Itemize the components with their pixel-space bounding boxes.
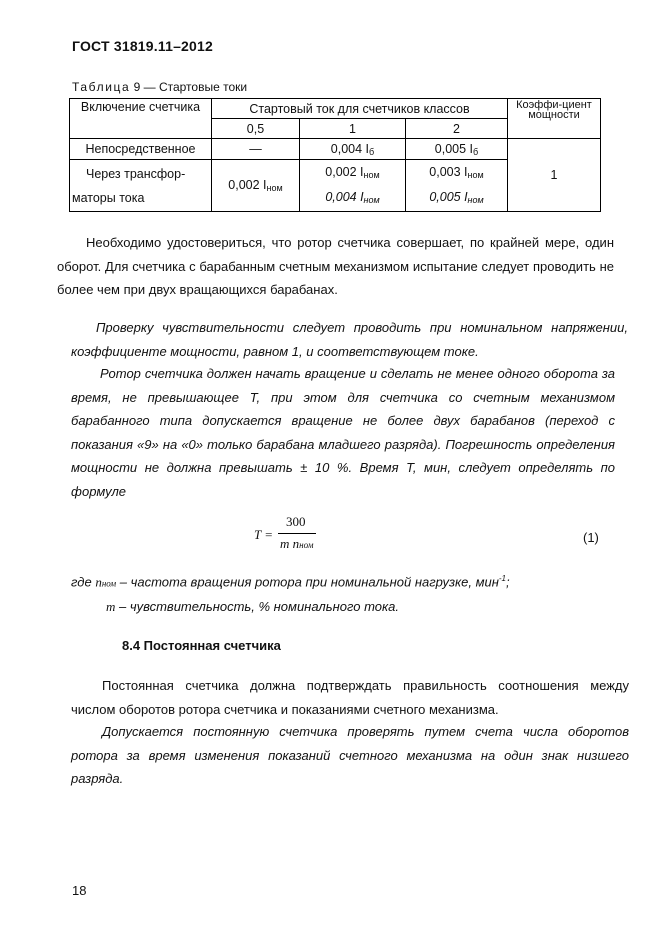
document-header: ГОСТ 31819.11–2012 — [72, 38, 213, 54]
formula-denominator: m nном — [280, 536, 314, 551]
page-number: 18 — [72, 883, 87, 898]
class-header-2: 2 — [406, 119, 508, 139]
paragraph-rotor-revolution: Необходимо удостовериться, что ротор счетчика совершает, по крайней мере, один оборот. Для счетчика с барабанным счетным механизмом испытание следует проводить не более чем при двух вращающихся барабанах. — [57, 235, 614, 297]
formula-time — [254, 514, 344, 554]
header-switch-type: Включение счетчика — [70, 99, 212, 139]
row-direct-label: Непосредственное — [70, 139, 212, 160]
formula-lhs: T = — [254, 527, 274, 542]
class-header-0-5: 0,5 — [212, 119, 300, 139]
power-factor-value: 1 — [508, 139, 601, 212]
paragraph-sensitivity-check: Проверку чувствительности следует проводить при номинальном напряжении, коэффициенте мощности, равном 1, и соответствующем токе. — [71, 320, 628, 359]
class-header-1: 1 — [300, 119, 406, 139]
definition-m: m – чувствительность, % номинального тока. — [106, 599, 399, 614]
table-caption — [72, 80, 247, 94]
row-direct-class-0-5: — — [212, 139, 300, 160]
formula-fraction-bar — [278, 533, 316, 534]
paragraph-constant-check: Допускается постоянную счетчика проверять путем счета числа оборотов ротора за время изменения показаний счетного механизма на один знак низшего разряда. — [71, 724, 629, 786]
row-transformer-class-0-5: 0,002 $I_{ном}$ — [212, 160, 300, 212]
row-transformer-label: Через трансфор- маторы тока — [70, 160, 212, 212]
row-direct-class-2: 0,005 $I_б$ — [406, 139, 508, 160]
formula-numerator: 300 — [286, 514, 306, 529]
table-caption-title: 9 — Стартовые токи — [130, 80, 248, 94]
paragraph-meter-constant: Постоянная счетчика должна подтверждать правильность соотношения между числом оборотов ротора счетчика и показаниями счетного механизма. — [71, 678, 629, 717]
starting-currents-table — [69, 98, 601, 212]
section-title: 8.4 Постоянная счетчика — [122, 638, 281, 653]
header-starting-current: Стартовый ток для счетчиков классов — [212, 99, 508, 119]
row-direct-class-1: 0,004 $I_б$ — [300, 139, 406, 160]
row-transformer-class-2: 0,003 $I_{ном}$ 0,005 $I_{ном}$ — [406, 160, 508, 212]
formula-number: (1) — [583, 530, 599, 545]
paragraph-rotor-rotation: Ротор счетчика должен начать вращение и сделать не менее одного оборота за время, не превышающее Т, при этом для счетчика со счетным механизмом барабанного типа допускается вращение не более двух барабанов (переход с показания «9» на «0» только барабана младшего разряда). Погрешность определения мощности не должна превышать ± 10 %. Время Т, мин, следует определять по формуле — [71, 366, 615, 499]
definition-n: где nном – частота вращения ротора при номинальной нагрузке, мин$^{-1}$; — [71, 574, 510, 590]
table-caption-word: Таблица — [72, 80, 131, 94]
header-power-factor: Коэффи-циент мощности — [508, 99, 601, 139]
row-transformer-class-1: 0,002 $I_{ном}$ 0,004 $I_{ном}$ — [300, 160, 406, 212]
